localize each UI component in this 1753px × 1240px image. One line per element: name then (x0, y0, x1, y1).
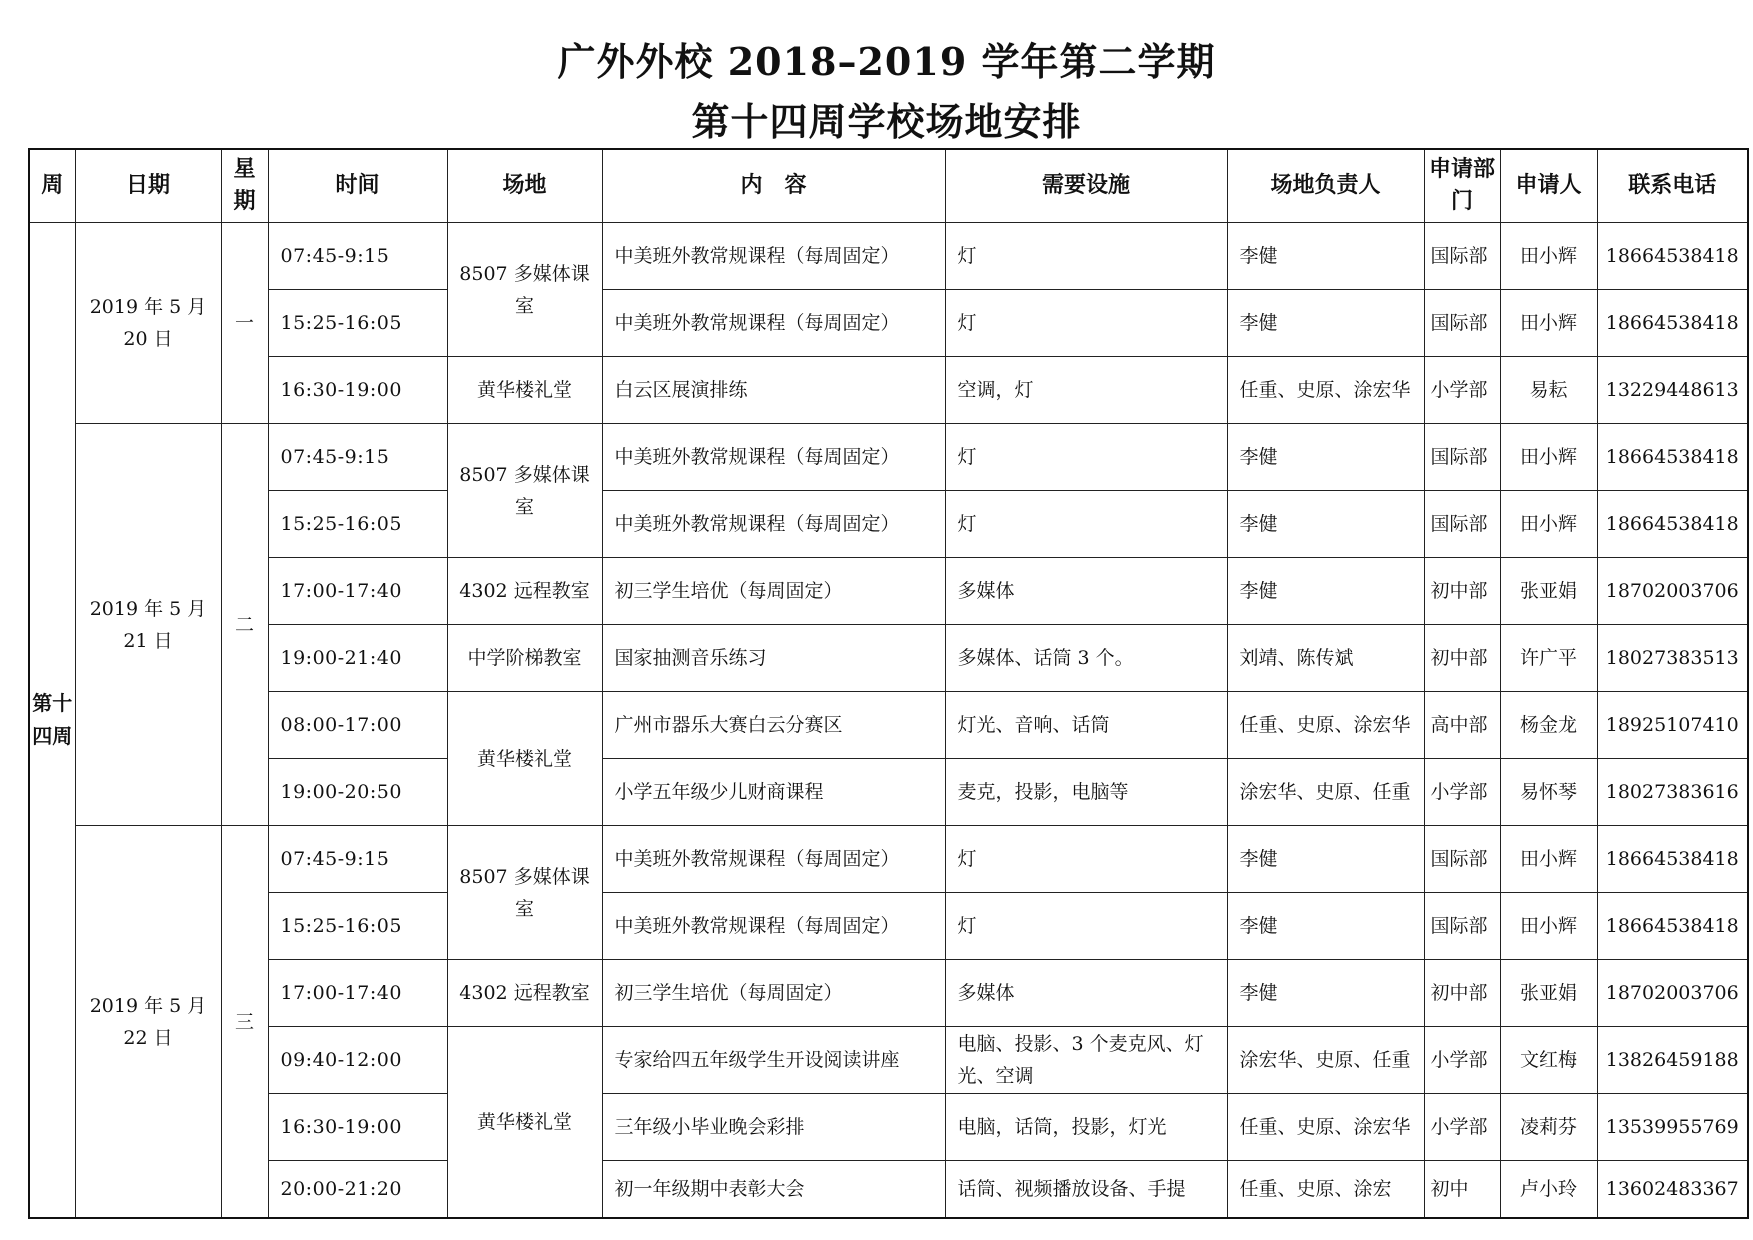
header-week: 周 (29, 149, 75, 223)
venue-cell: 黄华楼礼堂 (447, 1027, 602, 1219)
content-cell: 中美班外教常规课程（每周固定） (602, 290, 945, 357)
time-cell: 16:30-19:00 (268, 1094, 447, 1161)
header-phone: 联系电话 (1597, 149, 1748, 223)
dept-cell: 国际部 (1424, 491, 1500, 558)
venue-schedule-table (28, 148, 1749, 1219)
applicant-cell: 易耘 (1500, 357, 1597, 424)
time-cell: 20:00-21:20 (268, 1161, 447, 1219)
table-row (29, 893, 1748, 960)
manager-cell: 刘靖、陈传斌 (1227, 625, 1424, 692)
dept-cell: 小学部 (1424, 759, 1500, 826)
dept-cell: 初中部 (1424, 558, 1500, 625)
manager-cell: 李健 (1227, 960, 1424, 1027)
phone-cell: 18664538418 (1597, 826, 1748, 893)
venue-cell: 8507 多媒体课室 (447, 424, 602, 558)
date-cell: 2019 年 5 月 20 日 (75, 223, 221, 424)
facilities-cell: 灯 (945, 424, 1227, 491)
phone-cell: 18925107410 (1597, 692, 1748, 759)
content-cell: 国家抽测音乐练习 (602, 625, 945, 692)
table-row (29, 357, 1748, 424)
manager-cell: 任重、史原、涂宏 (1227, 1161, 1424, 1219)
table-row (29, 1094, 1748, 1161)
time-cell: 17:00-17:40 (268, 558, 447, 625)
dept-cell: 高中部 (1424, 692, 1500, 759)
applicant-cell: 田小辉 (1500, 826, 1597, 893)
content-cell: 中美班外教常规课程（每周固定） (602, 223, 945, 290)
week-label: 第十四周 (29, 223, 75, 1219)
venue-cell: 8507 多媒体课室 (447, 223, 602, 357)
table-row (29, 1027, 1748, 1094)
content-cell: 三年级小毕业晚会彩排 (602, 1094, 945, 1161)
time-cell: 07:45-9:15 (268, 826, 447, 893)
manager-cell: 李健 (1227, 826, 1424, 893)
dept-cell: 小学部 (1424, 357, 1500, 424)
phone-cell: 18664538418 (1597, 223, 1748, 290)
venue-cell: 中学阶梯教室 (447, 625, 602, 692)
applicant-cell: 杨金龙 (1500, 692, 1597, 759)
document-title-line2: 第十四周学校场地安排 (691, 99, 1082, 144)
header-weekday: 星期 (221, 149, 268, 223)
table-row (29, 692, 1748, 759)
content-cell: 小学五年级少儿财商课程 (602, 759, 945, 826)
header-row (29, 149, 1748, 223)
dept-cell: 小学部 (1424, 1094, 1500, 1161)
content-cell: 中美班外教常规课程（每周固定） (602, 491, 945, 558)
facilities-cell: 电脑、投影、3 个麦克风、灯光、空调 (945, 1027, 1227, 1094)
dept-cell: 国际部 (1424, 893, 1500, 960)
table-row (29, 960, 1748, 1027)
header-date: 日期 (75, 149, 221, 223)
time-cell: 16:30-19:00 (268, 357, 447, 424)
document-title-line1: 广外外校 2018–2019 学年第二学期 (557, 39, 1216, 84)
time-cell: 08:00-17:00 (268, 692, 447, 759)
phone-cell: 18664538418 (1597, 424, 1748, 491)
facilities-cell: 多媒体 (945, 960, 1227, 1027)
manager-cell: 任重、史原、涂宏华 (1227, 692, 1424, 759)
dept-cell: 国际部 (1424, 290, 1500, 357)
time-cell: 09:40-12:00 (268, 1027, 447, 1094)
manager-cell: 涂宏华、史原、任重 (1227, 1027, 1424, 1094)
table-row (29, 625, 1748, 692)
time-cell: 19:00-21:40 (268, 625, 447, 692)
weekday-cell: 二 (221, 424, 268, 826)
facilities-cell: 空调，灯 (945, 357, 1227, 424)
content-cell: 中美班外教常规课程（每周固定） (602, 893, 945, 960)
header-dept: 申请部门 (1424, 149, 1500, 223)
table-row (29, 424, 1748, 491)
facilities-cell: 多媒体 (945, 558, 1227, 625)
manager-cell: 李健 (1227, 491, 1424, 558)
phone-cell: 18702003706 (1597, 558, 1748, 625)
manager-cell: 李健 (1227, 424, 1424, 491)
table-row (29, 491, 1748, 558)
table-row (29, 558, 1748, 625)
content-cell: 白云区展演排练 (602, 357, 945, 424)
facilities-cell: 灯 (945, 893, 1227, 960)
venue-cell: 4302 远程教室 (447, 960, 602, 1027)
header-time: 时间 (268, 149, 447, 223)
venue-cell: 黄华楼礼堂 (447, 692, 602, 826)
manager-cell: 李健 (1227, 290, 1424, 357)
header-venue: 场地 (447, 149, 602, 223)
applicant-cell: 许广平 (1500, 625, 1597, 692)
phone-cell: 18027383513 (1597, 625, 1748, 692)
facilities-cell: 麦克，投影，电脑等 (945, 759, 1227, 826)
dept-cell: 小学部 (1424, 1027, 1500, 1094)
venue-cell: 4302 远程教室 (447, 558, 602, 625)
table-row (29, 290, 1748, 357)
facilities-cell: 灯光、音响、话筒 (945, 692, 1227, 759)
applicant-cell: 田小辉 (1500, 290, 1597, 357)
time-cell: 07:45-9:15 (268, 223, 447, 290)
phone-cell: 18664538418 (1597, 893, 1748, 960)
facilities-cell: 灯 (945, 826, 1227, 893)
applicant-cell: 张亚娟 (1500, 558, 1597, 625)
weekday-cell: 一 (221, 223, 268, 424)
header-content: 内 容 (602, 149, 945, 223)
phone-cell: 13602483367 (1597, 1161, 1748, 1219)
facilities-cell: 话筒、视频播放设备、手提 (945, 1161, 1227, 1219)
applicant-cell: 田小辉 (1500, 223, 1597, 290)
content-cell: 中美班外教常规课程（每周固定） (602, 424, 945, 491)
applicant-cell: 文红梅 (1500, 1027, 1597, 1094)
facilities-cell: 灯 (945, 491, 1227, 558)
table-row (29, 826, 1748, 893)
phone-cell: 18702003706 (1597, 960, 1748, 1027)
dept-cell: 初中部 (1424, 625, 1500, 692)
header-facilities: 需要设施 (945, 149, 1227, 223)
applicant-cell: 张亚娟 (1500, 960, 1597, 1027)
time-cell: 19:00-20:50 (268, 759, 447, 826)
content-cell: 中美班外教常规课程（每周固定） (602, 826, 945, 893)
table-row (29, 223, 1748, 290)
manager-cell: 任重、史原、涂宏华 (1227, 357, 1424, 424)
table-row (29, 759, 1748, 826)
manager-cell: 任重、史原、涂宏华 (1227, 1094, 1424, 1161)
weekday-cell: 三 (221, 826, 268, 1219)
date-cell: 2019 年 5 月 21 日 (75, 424, 221, 826)
content-cell: 广州市器乐大赛白云分赛区 (602, 692, 945, 759)
applicant-cell: 卢小玲 (1500, 1161, 1597, 1219)
manager-cell: 涂宏华、史原、任重 (1227, 759, 1424, 826)
time-cell: 15:25-16:05 (268, 491, 447, 558)
content-cell: 专家给四五年级学生开设阅读讲座 (602, 1027, 945, 1094)
dept-cell: 国际部 (1424, 223, 1500, 290)
header-applicant: 申请人 (1500, 149, 1597, 223)
content-cell: 初一年级期中表彰大会 (602, 1161, 945, 1219)
venue-cell: 8507 多媒体课室 (447, 826, 602, 960)
phone-cell: 13229448613 (1597, 357, 1748, 424)
dept-cell: 初中 (1424, 1161, 1500, 1219)
content-cell: 初三学生培优（每周固定） (602, 960, 945, 1027)
manager-cell: 李健 (1227, 223, 1424, 290)
dept-cell: 国际部 (1424, 826, 1500, 893)
phone-cell: 18664538418 (1597, 290, 1748, 357)
facilities-cell: 电脑，话筒，投影，灯光 (945, 1094, 1227, 1161)
facilities-cell: 灯 (945, 290, 1227, 357)
applicant-cell: 易怀琴 (1500, 759, 1597, 826)
table-row (29, 1161, 1748, 1219)
time-cell: 17:00-17:40 (268, 960, 447, 1027)
phone-cell: 18664538418 (1597, 491, 1748, 558)
facilities-cell: 灯 (945, 223, 1227, 290)
header-venue-manager: 场地负责人 (1227, 149, 1424, 223)
time-cell: 15:25-16:05 (268, 290, 447, 357)
content-cell: 初三学生培优（每周固定） (602, 558, 945, 625)
applicant-cell: 田小辉 (1500, 491, 1597, 558)
dept-cell: 国际部 (1424, 424, 1500, 491)
applicant-cell: 田小辉 (1500, 424, 1597, 491)
phone-cell: 13826459188 (1597, 1027, 1748, 1094)
time-cell: 15:25-16:05 (268, 893, 447, 960)
date-cell: 2019 年 5 月 22 日 (75, 826, 221, 1219)
manager-cell: 李健 (1227, 893, 1424, 960)
dept-cell: 初中部 (1424, 960, 1500, 1027)
facilities-cell: 多媒体、话筒 3 个。 (945, 625, 1227, 692)
time-cell: 07:45-9:15 (268, 424, 447, 491)
phone-cell: 18027383616 (1597, 759, 1748, 826)
manager-cell: 李健 (1227, 558, 1424, 625)
applicant-cell: 田小辉 (1500, 893, 1597, 960)
applicant-cell: 凌莉芬 (1500, 1094, 1597, 1161)
venue-cell: 黄华楼礼堂 (447, 357, 602, 424)
phone-cell: 13539955769 (1597, 1094, 1748, 1161)
